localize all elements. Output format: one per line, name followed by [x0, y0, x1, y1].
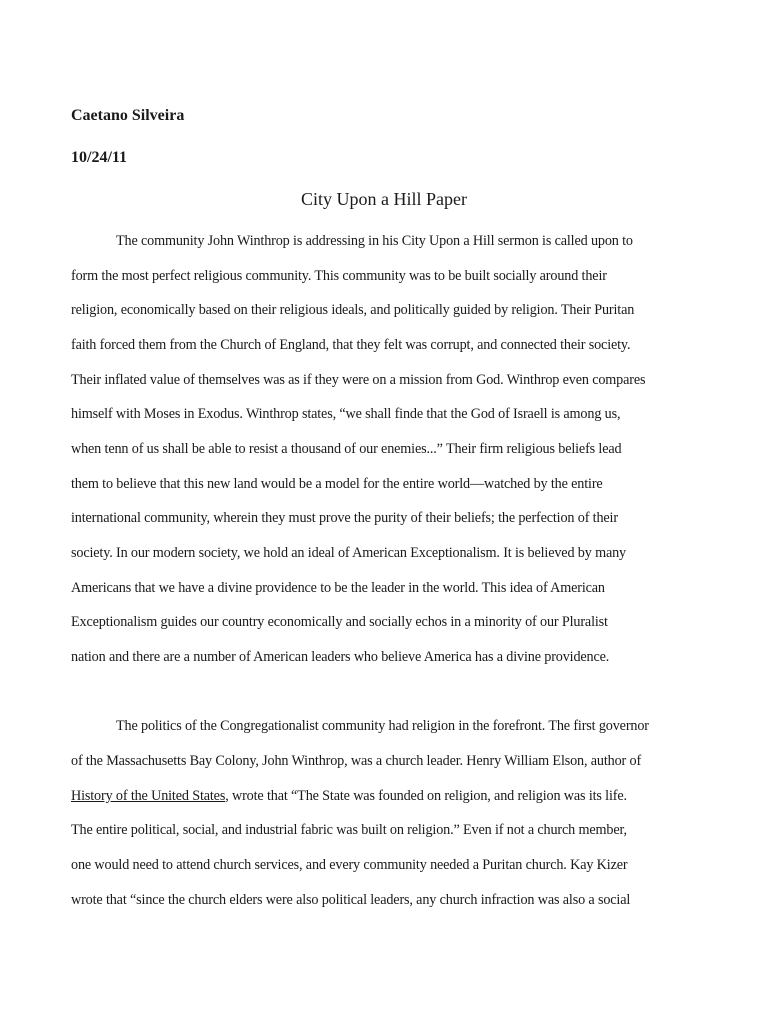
paragraph-1-line: form the most perfect religious community. This community was to be built socially around their: [71, 268, 607, 284]
paragraph-2-line: one would need to attend church services, and every community needed a Puritan church. Kay Kizer: [71, 857, 628, 873]
author-name: Caetano Silveira: [71, 107, 185, 124]
paragraph-2-line: [71, 787, 627, 805]
paragraph-1-line: them to believe that this new land would be a model for the entire world—watched by the entire: [71, 476, 603, 492]
paragraph-1-line: Exceptionalism guides our country economically and socially echos in a minority of our Pluralist: [71, 614, 608, 630]
document-date: 10/24/11: [71, 149, 128, 166]
paragraph-1-line: The community John Winthrop is addressing in his City Upon a Hill sermon is called upon to: [116, 233, 633, 249]
paragraph-1-line: himself with Moses in Exodus. Winthrop states, “we shall finde that the God of Israell is among us,: [71, 406, 621, 422]
paragraph-2-line: wrote that “since the church elders were also political leaders, any church infraction was also a social: [71, 892, 631, 908]
paragraph-1-line: when tenn of us shall be able to resist a thousand of our enemies...” Their firm religious beliefs lead: [71, 441, 622, 457]
paragraph-2-line: The politics of the Congregationalist community had religion in the forefront. The first governor: [116, 718, 649, 734]
paragraph-1-line: Americans that we have a divine providence to be the leader in the world. This idea of American: [71, 580, 605, 596]
paragraph-1-line: society. In our modern society, we hold an ideal of American Exceptionalism. It is believed by many: [71, 545, 626, 561]
book-title: History of the United States: [71, 788, 226, 804]
paragraph-1-line: faith forced them from the Church of England, that they felt was corrupt, and connected their society.: [71, 337, 631, 353]
paragraph-1-line: international community, wherein they must prove the purity of their beliefs; the perfection of their: [71, 510, 618, 526]
paragraph-2-line: of the Massachusetts Bay Colony, John Winthrop, was a church leader. Henry William Elson, author of: [71, 753, 642, 769]
paragraph-1-line: religion, economically based on their religious ideals, and politically guided by religion. Their Puritan: [71, 302, 635, 318]
paragraph-1-line: nation and there are a number of American leaders who believe America has a divine providence.: [71, 649, 610, 665]
page-title: City Upon a Hill Paper: [301, 189, 467, 209]
paragraph-2-text: , wrote that “The State was founded on religion, and religion was its life.: [225, 788, 627, 804]
paragraph-2-line: The entire political, social, and industrial fabric was built on religion.” Even if not a church member,: [71, 822, 627, 838]
paragraph-1-line: Their inflated value of themselves was as if they were on a mission from God. Winthrop even compares: [71, 372, 646, 388]
